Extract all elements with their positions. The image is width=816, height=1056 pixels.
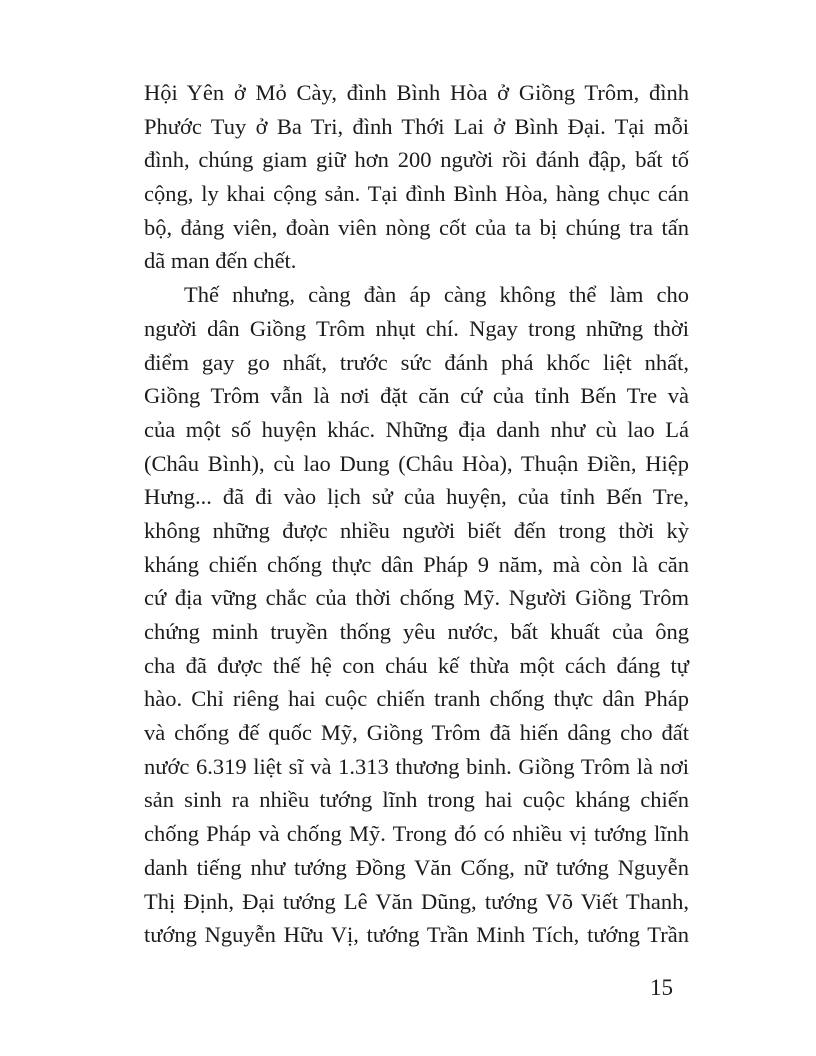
text-line: danh tiếng như tướng Đồng Văn Cống, nữ tướng Nguyễn xyxy=(144,854,689,880)
text-line: đình, chúng giam giữ hơn 200 người rồi đánh đập, bất tố xyxy=(144,147,689,173)
text-line: chống Pháp và chống Mỹ. Trong đó có nhiều vị tướng lĩnh xyxy=(144,821,689,847)
text-line: Hội Yên ở Mỏ Cày, đình Bình Hòa ở Giồng Trôm, đình xyxy=(144,80,689,105)
text-line: của một số huyện khác. Những địa danh như cù lao Lá xyxy=(144,416,689,442)
text-line: bộ, đảng viên, đoàn viên nòng cốt của ta bị chúng tra tấn xyxy=(144,214,689,240)
text-line: Phước Tuy ở Ba Tri, đình Thới Lai ở Bình Đại. Tại mỗi xyxy=(144,113,689,139)
paragraph xyxy=(144,76,689,278)
text-line: tướng Nguyễn Hữu Vị, tướng Trần Minh Tích, tướng Trần xyxy=(144,922,689,948)
text-line: Thị Định, Đại tướng Lê Văn Dũng, tướng Võ Viết Thanh, xyxy=(144,888,689,914)
body-text xyxy=(144,76,689,952)
text-line: (Châu Bình), cù lao Dung (Châu Hòa), Thuận Điền, Hiệp xyxy=(144,450,689,476)
paragraph xyxy=(144,278,689,952)
page-number: 15 xyxy=(650,975,673,1000)
text-line: sản sinh ra nhiều tướng lĩnh trong hai cuộc kháng chiến xyxy=(144,787,689,813)
text-line: kháng chiến chống thực dân Pháp 9 năm, mà còn là căn xyxy=(144,551,689,577)
text-line: cứ địa vững chắc của thời chống Mỹ. Người Giồng Trôm xyxy=(144,585,689,611)
text-line: Thế nhưng, càng đàn áp càng không thể làm cho xyxy=(184,282,689,308)
text-line: và chống đế quốc Mỹ, Giồng Trôm đã hiến dâng cho đất xyxy=(144,720,689,746)
text-line: chứng minh truyền thống yêu nước, bất khuất của ông xyxy=(144,619,689,644)
text-line: Hưng... đã đi vào lịch sử của huyện, của tỉnh Bến Tre, xyxy=(144,484,689,510)
text-line: người dân Giồng Trôm nhụt chí. Ngay trong những thời xyxy=(144,315,689,341)
text-line: cha đã được thế hệ con cháu kế thừa một cách đáng tự xyxy=(144,652,689,678)
text-line: nước 6.319 liệt sĩ và 1.313 thương binh. Giồng Trôm là nơi xyxy=(144,753,689,779)
text-line: cộng, ly khai cộng sản. Tại đình Bình Hòa, hàng chục cán xyxy=(144,181,689,207)
text-line: hào. Chỉ riêng hai cuộc chiến tranh chống thực dân Pháp xyxy=(144,686,689,712)
text-line: Giồng Trôm vẫn là nơi đặt căn cứ của tỉnh Bến Tre và xyxy=(144,383,689,409)
text-line: dã man đến chết. xyxy=(144,248,297,274)
text-line: điểm gay go nhất, trước sức đánh phá khốc liệt nhất, xyxy=(144,349,689,375)
text-line: không những được nhiều người biết đến trong thời kỳ xyxy=(144,517,689,543)
